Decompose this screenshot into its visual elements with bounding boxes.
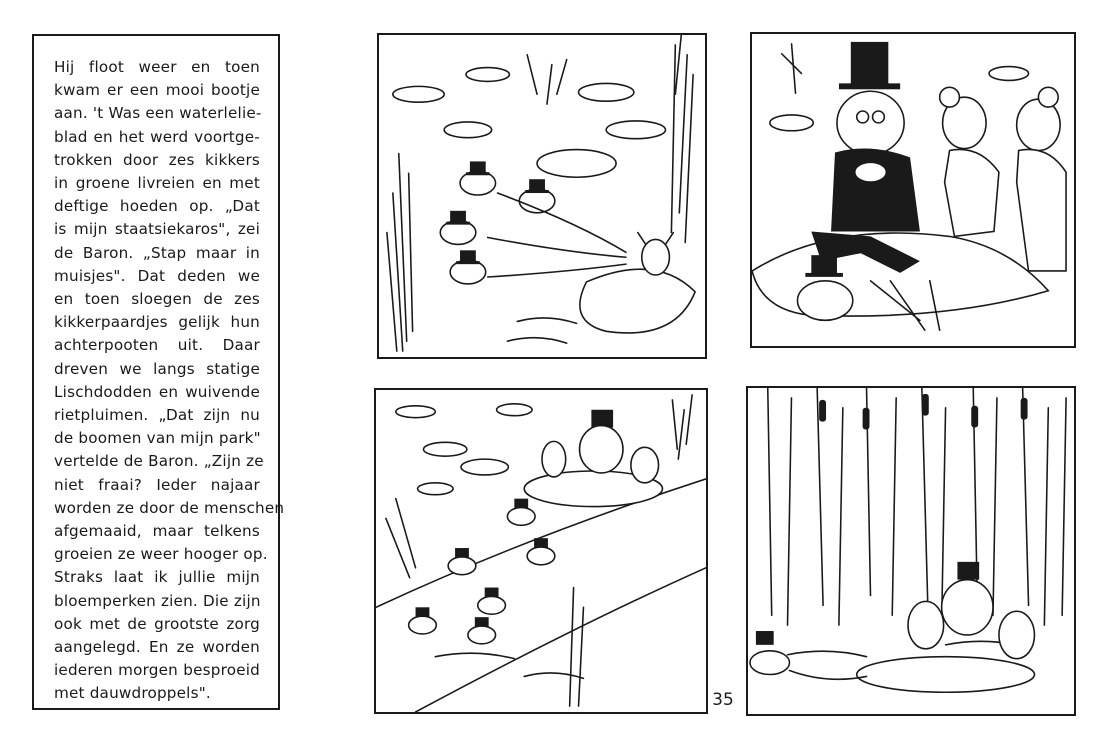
baron-and-mice-illustration — [752, 34, 1074, 346]
story-line: worden ze door de menschen — [54, 498, 285, 517]
baron-closeup-panel — [750, 32, 1076, 348]
story-paragraph — [54, 56, 285, 706]
story-line: niet fraai? Ieder najaar — [54, 475, 260, 494]
bulrushes-and-reeds-illustration — [748, 388, 1074, 714]
story-line: Straks laat ik jullie mijn — [54, 568, 260, 587]
story-line: de Baron. „Stap maar in — [54, 243, 260, 262]
story-line: trokken door zes kikkers — [54, 150, 260, 169]
story-line: iederen morgen besproeid — [54, 661, 260, 680]
story-text-box — [32, 34, 285, 710]
story-line: muisjes". Dat deden we — [54, 266, 260, 285]
story-line: groeien ze weer hooger op. — [54, 545, 268, 564]
story-line: in groene livreien en met — [54, 174, 260, 193]
story-line: bloemperken zien. Die zijn — [54, 591, 261, 610]
story-line: achterpooten uit. Daar — [54, 336, 260, 355]
story-line: rietpluimen. „Dat zijn nu — [54, 406, 260, 425]
story-line: is mijn staatsiekaros", zei — [54, 220, 260, 239]
story-line: aangelegd. En ze worden — [54, 638, 260, 657]
story-line: Lischdodden en wuivende — [54, 382, 260, 401]
story-line: kikkerpaardjes gelijk hun — [54, 313, 260, 332]
page-number: 35 — [712, 690, 734, 710]
story-line: en toen sloegen de zes — [54, 290, 260, 309]
frogs-pulling-lily-pad-illustration — [379, 35, 705, 357]
frog-carriage-panel — [377, 33, 707, 359]
story-line: vertelde de Baron. „Zijn ze — [54, 452, 264, 471]
river-ride-panel — [374, 388, 708, 714]
reeds-panel — [746, 386, 1076, 716]
story-line: aan. 't Was een waterlelie- — [54, 104, 262, 123]
story-line: deftige hoeden op. „Dat — [54, 197, 260, 216]
story-line: afgemaaid, maar telkens — [54, 522, 260, 541]
story-line: ook met de grootste zorg — [54, 614, 260, 633]
story-line: dreven we langs statige — [54, 359, 260, 378]
story-line: blad en het werd voortge- — [54, 127, 260, 146]
lily-pad-boat-on-river-illustration — [376, 390, 706, 712]
story-line: met dauwdroppels". — [54, 684, 211, 703]
story-line: Hij floot weer en toen — [54, 58, 260, 76]
story-line: de boomen van mijn park" — [54, 429, 261, 448]
story-line: kwam er een mooi bootje — [54, 81, 260, 100]
